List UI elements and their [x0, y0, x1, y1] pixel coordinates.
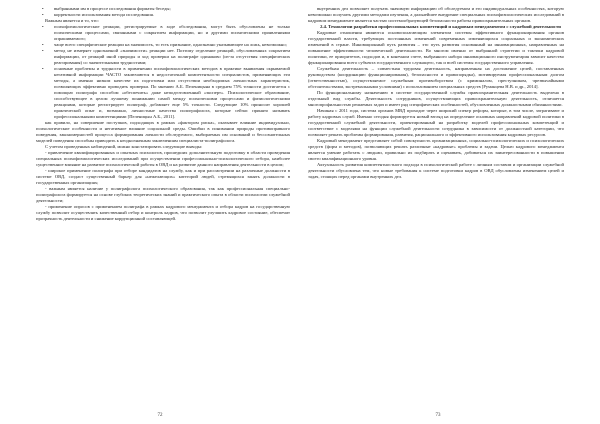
- bullet-paragraph: • выбранными им в процессе исследования форматы беседы;: [36, 6, 290, 12]
- paragraph: - широкое применение полиграфа при отборе кандидатов на службу, как и при рассмотрении на различные должности в системе ОВД, создаст существенный барьер для «нежелающих» категорий людей, стремящихся занять должности в государственных организациях;: [36, 168, 290, 185]
- paragraph: - применение опросов с применением полиграфа в рамках кадрового менеджмента и отбора кадров на государственную службу позволит осуществлять качественный отбор и контроль кадров, что позволит улучшить кадровое состояние, обеспечит прозрачность деятельности и снижение коррупционной составляющей.: [36, 204, 290, 221]
- bullet-paragraph: • метод не измеряет однозначной «значимости» реакции нет. Поэтому отделение реакций, обусловленных сокрытием информации, от реакций иной природы и ход проверки на полиграфе одинаково (из-за отсутствия специфических реагирования) со значительными трудностями;: [36, 48, 290, 66]
- left-page: [36, 6, 290, 410]
- section-heading: 2.4. Технологии разработки профессиональных компетенций и кадровым менеджментом с служебной деятельности: [320, 24, 561, 29]
- paragraph: По функциональному назначению в системе государственной службы правоохранительная деятельность выделена в отдельный вид службы. Деятельность сотрудников, осуществляющих правоохранительную деятельность, отличается многопрофильностью решаемых задач и имеет ряд специфических особенностей, обусловленных должностными обязанностями.: [308, 90, 564, 107]
- bullet-paragraph: • основные проблемы и трудности в применении психофизиологических методов в практике выявления скрываемой негативной информации ЧАСТО заключаются в недостаточной компетентности специалистов, применяющих эти методы, а именно низком качестве их подготовки или отсутствии необходимых личностных характеристик, позволяющих эффективно проводить проверки. По мнению А.Б. Пеленицына в среднем 75% точности достигается с помощью полиграфа способом «обеспечить» даже неподготовленный «эксперт». Психологическое образование, способствующее в целом лучшему пониманию самой между психическими процессами и физиологическими реакциями, которые регистрирует полиграф, добавляет еще 5% точности. Следующие 10% приносит хорошей практической опыт и, возможно, личностные качества полиграфолога, которые сейчас принято называть профессиональными компетенциями [Пеленицын А.Б., 2011].: [36, 66, 290, 120]
- paragraph: - привлечение квалифицированных и опытных психологов, прошедших дополнительную подготовку в области проведения специальных психофизиологических исследований при осуществлении профессионально-психологического отбора, наиболее существенное влияние на развитие психологической работы в ОВД и на развитие данного направления деятельности в целом;: [36, 150, 290, 167]
- paragraph: Актуальность развития компетентностного подхода в психологической работе с личным составом и организации служебной деятельности обусловлена тем, что новые требования к системе подготовки кадров в ОВД обусловлены изменением целей и задач, стоящих перед органами внутренних дел.: [308, 162, 564, 179]
- right-page: [308, 6, 564, 410]
- right-page-intro: [308, 6, 564, 24]
- paragraph: Кадровые отношения являются основополагающим элементом системы эффективного функционирования органов государственной власти, требующих постоянных изменений современных изменяющихся социальных и экономических изменений в стране. Инновационный путь развития – это путь развития основанный на инновационных, направленных на повышение эффективности человеческой деятельности. Во многом именно от выбранной стратегии и тактики кадровой политики, ее приоритетов, подходов и, в конечном счете, выбранного набора инновационного инструментария зависит качество функционирования всего субъекта государственного служащего, так и всей системы государственного управления.: [308, 30, 564, 65]
- paragraph: как правило, на совершение поступков, подходящих в рамках «фактором риска», оказывает влияние индивидуально, психологические особенности и негативное влияние социальной среды. Ошибки в понимании природы противоправного поведения, закономерностей процесса формирования личности обследуемого, выбираемых им оснований и бессознательных моделей поведения способны приводить к неоднозначным заключениям специалиста-полиграфолога.: [36, 120, 290, 143]
- page-number-left: 72: [157, 413, 163, 418]
- paragraph: Кадровый менеджмент представляет собой совокупность организационных, социально-психологических и психологических средств (форм и методов), позволяющих решать различные «кадровые» проблемы и задачи. Целью кадрового менеджмента является умение работать с людьми, правильно их подбирать и оценивать, добиваться их заинтересованности в повышении своего квалификационного уровня.: [308, 138, 564, 161]
- paragraph: внутренних дел позволяет получать значимую информацию об обследуемом и его индивидуальных особенностях, которую невозможно получить другими методами изучения, а дальнейшее внедрение специальных психофизиологических исследований в кадровом менеджменте является частью системообразующей безопасности работы правоохранительных органов.: [308, 6, 564, 23]
- paragraph: Начиная с 2011 года, система органов МВД проходит через широкий спектр реформ, которые, в том числе, затрагивают и работу кадровых служб. Именно сегодня формируется новый взгляд на определение основных направлений кадровой политики в государственной служебной деятельности, ориентированный на разработку моделей профессиональных компетенций и соответствие с моделями на функции служебной деятельности сотрудника в зависимости от должностной категории, что позволяет решать проблемы формирования, развития, рационального и эффективного использования кадровых ресурсов.: [308, 108, 564, 137]
- bullet-paragraph: • чаще всего специфические реакции на значимость, то есть признание, однозначно указывающее на ложь, невозможно;: [36, 42, 290, 48]
- paragraph: Служебная деятельность – совместная трудовая деятельность, направленная на достижение целей, поставленных руководством (координацию функционирования), безопасности и правопорядка), мотивируемая профессиональным долгом (ответственностью), осуществляемое служебным противоборством (с криминалом, преступником, чрезвычайными обстоятельствами, экстремальными условиями) с использованием специальных средств [Руманцева Н.В. и др., 2014].: [308, 66, 564, 89]
- paragraph: - важным является наличие у полиграфолога психологического образования, так как профессиональная специально-полиграфолога формируется на основе глубоких теоретических знаний и практического опыта в области психологии служебной деятельности;: [36, 186, 290, 203]
- right-page-body: [308, 30, 564, 180]
- paragraph: С учетом проведенных наблюдений, можно констатировать следующие выводы:: [45, 144, 203, 149]
- page-number-right: 73: [435, 413, 441, 418]
- bullet-paragraph: • корректности использования метода исследования.: [36, 12, 290, 18]
- paragraph: Важным является и то, что:: [45, 18, 99, 23]
- bullet-paragraph: • психофизиологические реакции, регистрируемые в ходе обследования, могут быть обусловлены не только психическими процессами, связанными с сокрытием информации, но и другими психическими проявлениями опрашиваемого;: [36, 24, 290, 42]
